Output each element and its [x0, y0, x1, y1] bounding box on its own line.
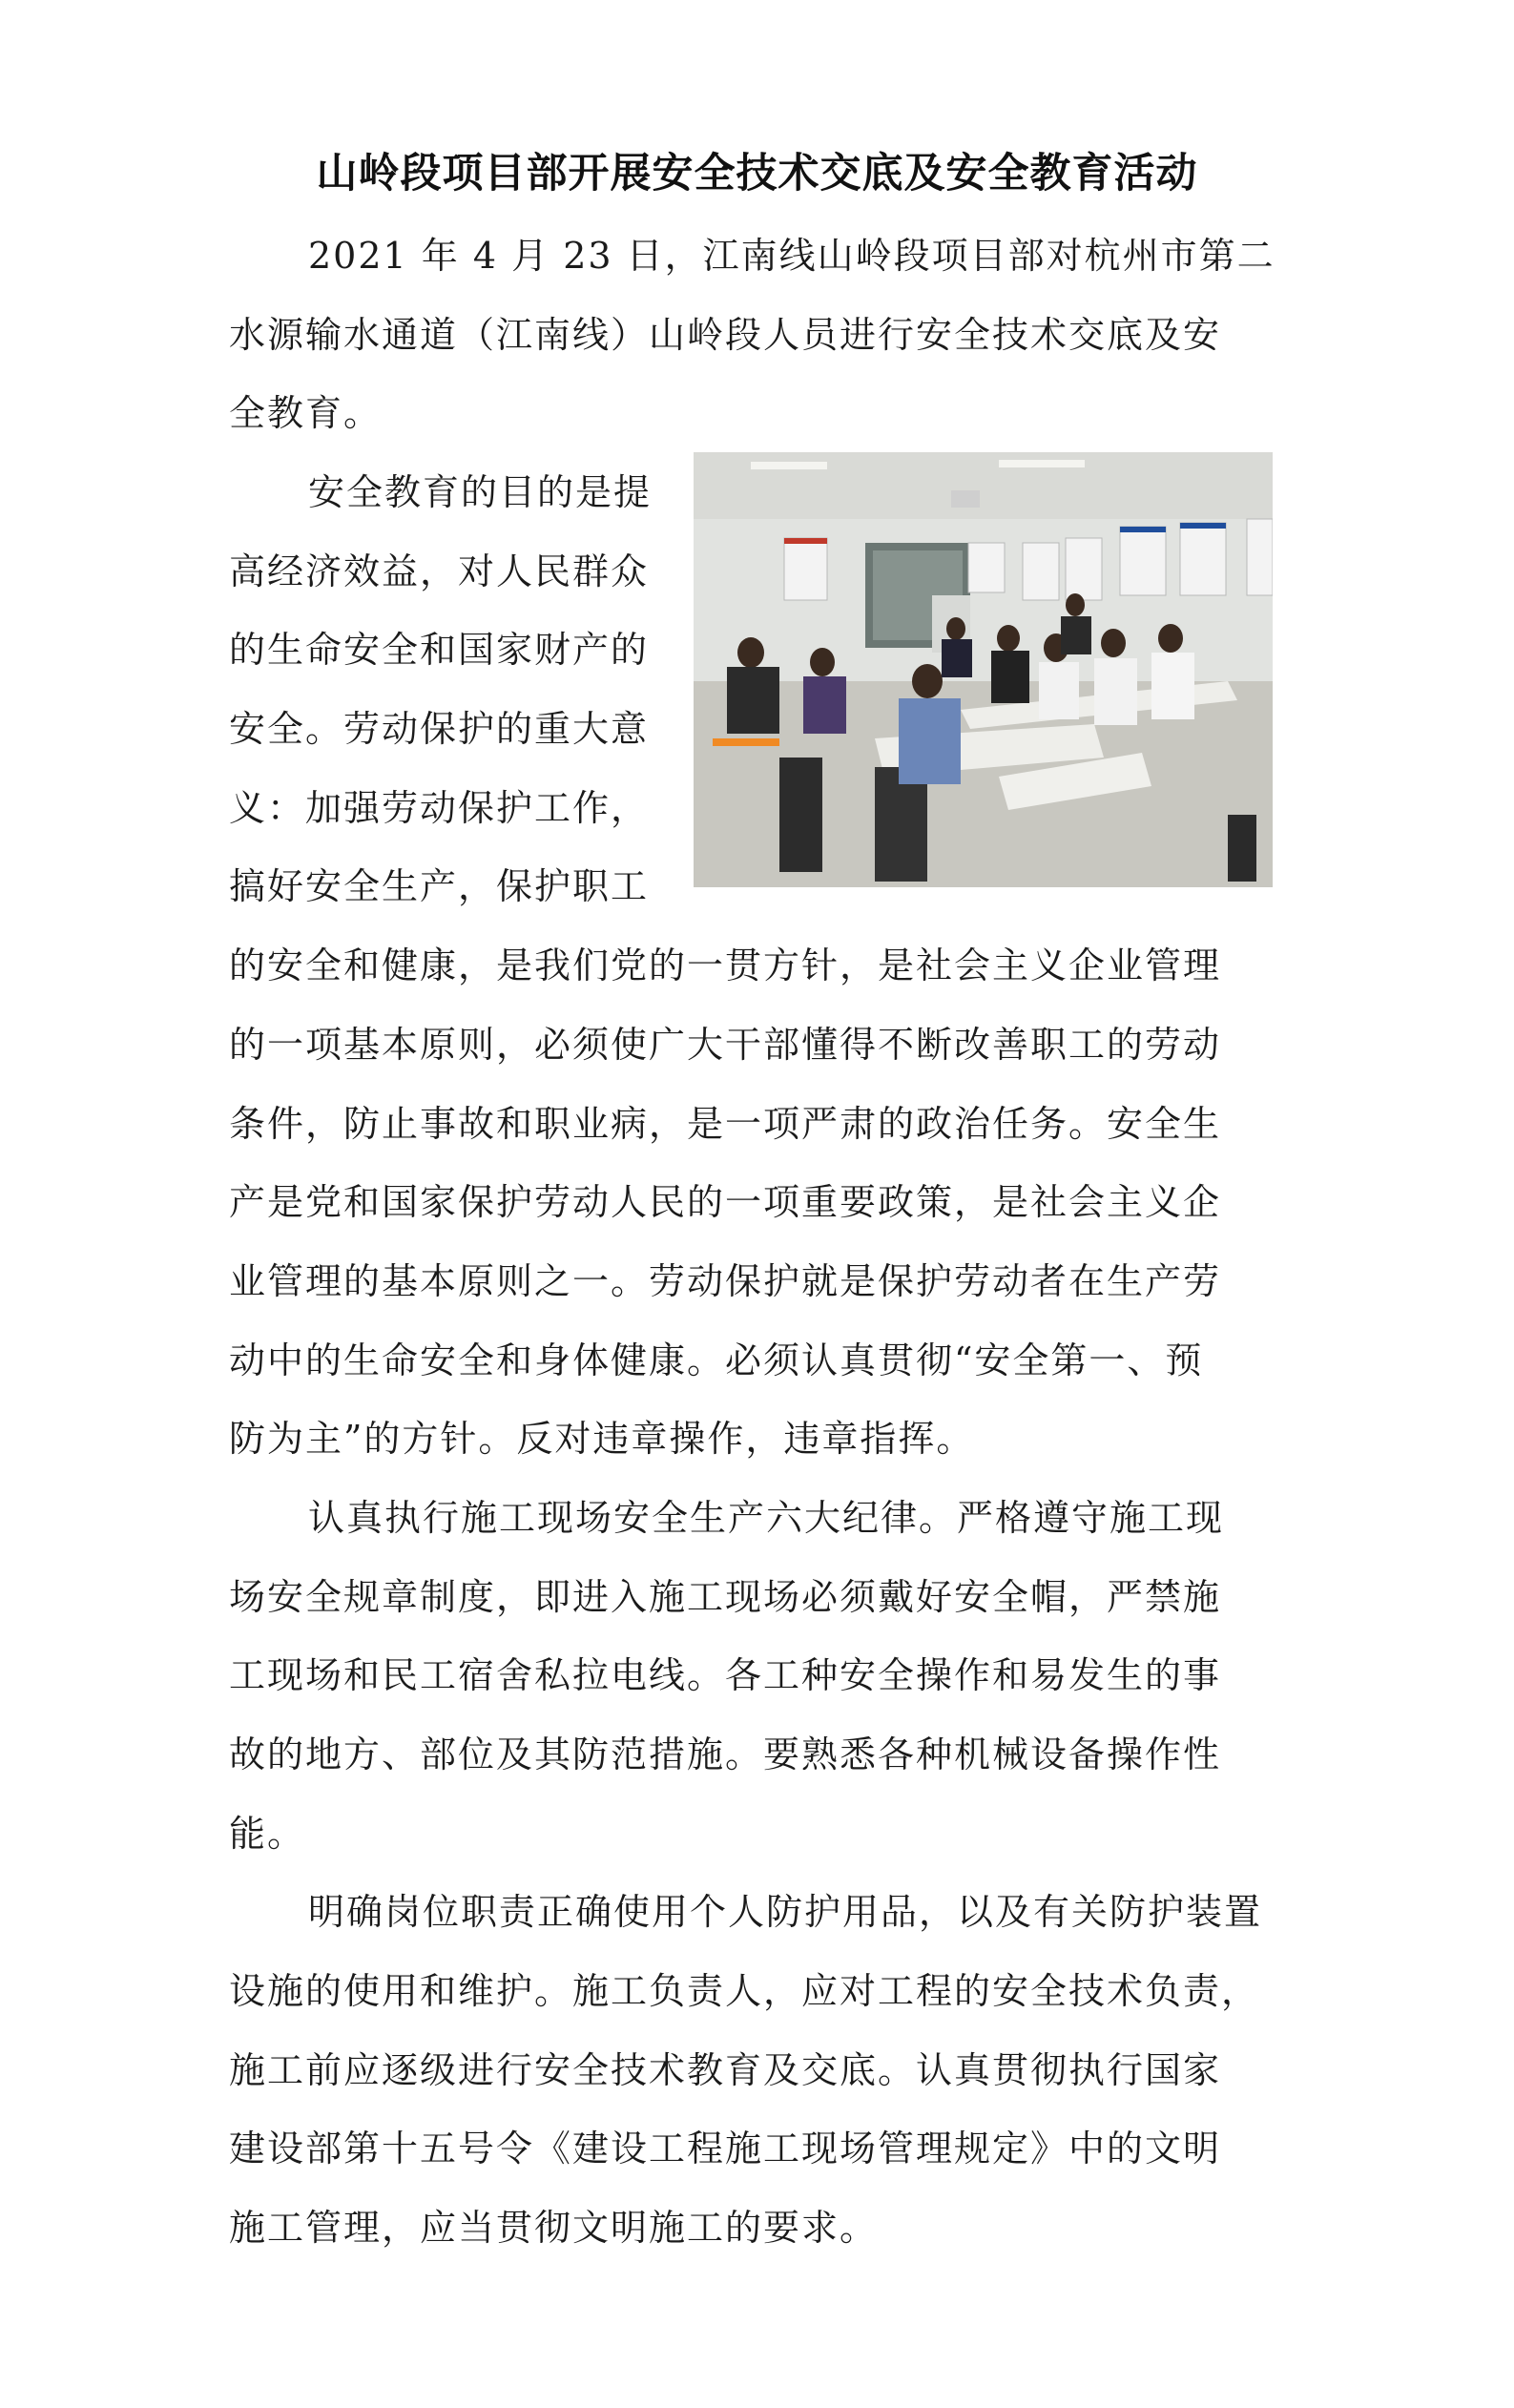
- paragraph-line: 2021 年 4 月 23 日，江南线山岭段项目部对杭州市第二: [308, 235, 1275, 277]
- paragraph-line: 产是党和国家保护劳动人民的一项重要政策，是社会主义企: [229, 1181, 1222, 1223]
- paragraph-line: 业管理的基本原则之一。劳动保护就是保护劳动者在生产劳: [229, 1260, 1222, 1302]
- paragraph-line: 施工前应逐级进行安全技术教育及交底。认真贯彻执行国家: [229, 2049, 1222, 2091]
- paragraph-line: 故的地方、部位及其防范措施。要熟悉各种机械设备操作性: [229, 1733, 1222, 1775]
- paragraph-line: 的安全和健康，是我们党的一贯方针，是社会主义企业管理: [229, 945, 1222, 986]
- paragraph-line: 的一项基本原则，必须使广大干部懂得不断改善职工的劳动: [229, 1024, 1222, 1066]
- paragraph-line: 的生命安全和国家财产的: [229, 629, 650, 671]
- meeting-photo-icon: [694, 452, 1273, 887]
- document-title: 山岭段项目部开展安全技术交底及安全教育活动: [316, 150, 1198, 197]
- paragraph-line: 认真执行施工现场安全生产六大纪律。严格遵守施工现: [308, 1497, 1225, 1539]
- paragraph-line: 明确岗位职责正确使用个人防护用品，以及有关防护装置: [308, 1891, 1263, 1933]
- paragraph-line: 条件，防止事故和职业病，是一项严肃的政治任务。安全生: [229, 1103, 1222, 1145]
- paragraph-line: 水源输水通道（江南线）山岭段人员进行安全技术交底及安: [229, 314, 1222, 356]
- paragraph-line: 能。: [229, 1813, 306, 1855]
- paragraph-line: 设施的使用和维护。施工负责人，应对工程的安全技术负责，: [229, 1970, 1260, 2012]
- paragraph-line: 安全教育的目的是提: [308, 471, 653, 513]
- meeting-photo: [694, 452, 1273, 887]
- paragraph-line: 防为主”的方针。反对违章操作，违章指挥。: [229, 1418, 975, 1460]
- paragraph-line: 高经济效益，对人民群众: [229, 550, 650, 592]
- paragraph-line: 义：加强劳动保护工作，: [229, 787, 650, 829]
- paragraph-line: 动中的生命安全和身体健康。必须认真贯彻“安全第一、预: [229, 1339, 1204, 1381]
- paragraph-line: 建设部第十五号令《建设工程施工现场管理规定》中的文明: [229, 2128, 1222, 2169]
- paragraph-line: 全教育。: [229, 392, 383, 434]
- paragraph-line: 搞好安全生产，保护职工: [229, 865, 650, 907]
- paragraph-line: 安全。劳动保护的重大意: [229, 708, 650, 750]
- paragraph-line: 场安全规章制度，即进入施工现场必须戴好安全帽，严禁施: [229, 1576, 1222, 1618]
- paragraph-line: 施工管理，应当贯彻文明施工的要求。: [229, 2207, 879, 2249]
- paragraph-line: 工现场和民工宿舍私拉电线。各工种安全操作和易发生的事: [229, 1654, 1222, 1696]
